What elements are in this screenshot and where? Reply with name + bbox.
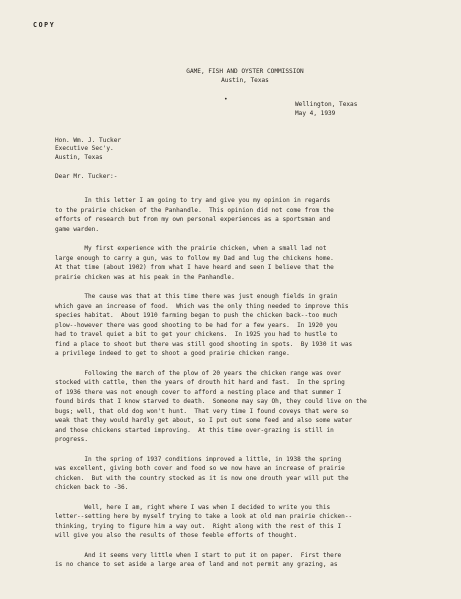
paragraph-line: is no chance to set aside a large area of land and not permit any grazing, as [55, 561, 338, 568]
paragraph [55, 196, 435, 234]
paragraph-line: plow--however there was good shooting to be had for a few years. In 1920 you [55, 321, 338, 329]
paragraph-gap [55, 445, 435, 455]
letterhead-org: GAME, FISH AND OYSTER COMMISSION [186, 68, 304, 75]
paragraph [55, 292, 435, 359]
paragraph-line: And it seems very little when I start to put it on paper. First there [55, 551, 342, 559]
paragraph-line: Following the march of the plow of 20 years the chicken range was over [55, 369, 342, 377]
letterhead-city: Austin, Texas [221, 76, 269, 84]
paragraph-gap [55, 541, 435, 551]
paragraph-gap [55, 234, 435, 244]
paragraph-line: Well, here I am, right where I was when I decided to write you this [55, 503, 331, 511]
date-block [295, 101, 357, 118]
paragraph [55, 455, 435, 493]
date-line: May 4, 1939 [295, 109, 336, 117]
paragraph-gap [55, 282, 435, 292]
paragraph-line: chicken back to -36. [55, 484, 129, 491]
paragraph-line: prairie chicken was at his peak in the Panhandle. [55, 273, 235, 281]
letter-body [55, 196, 435, 570]
paragraph-line: thinking, trying to figure him a way out. Right along with the rest of this I [55, 522, 342, 530]
paragraph-line: and those chickens started improving. At this time over-grazing is still in [55, 426, 334, 434]
salutation: Dear Mr. Tucker:- [55, 173, 118, 180]
paragraph-line: to the prairie chicken of the Panhandle. This opinion did not come from the [55, 206, 334, 214]
decorative-dot: • [224, 96, 228, 103]
paragraph [55, 244, 435, 282]
paragraph-line: progress. [55, 436, 89, 443]
paragraph-line: which gave an increase of food. Which was the only thing needed to improve this [55, 302, 349, 310]
paragraph-line: found birds that I know starved to death. Someone may say Oh, they could live on the [55, 398, 367, 405]
paragraph-line: weak that they would hardly get about, so I put out some feed and also some water [55, 417, 353, 424]
paragraph-line: large enough to carry a gun, was to follow my Dad and lug the chickens home. [55, 254, 334, 262]
addressee-line: Executive Sec'y. [55, 145, 114, 153]
paragraph-line: My first experience with the prairie chicken, when a small lad not [55, 245, 327, 252]
paragraph-gap [55, 359, 435, 369]
copy-stamp: COPY [33, 21, 56, 29]
addressee-block [55, 137, 121, 162]
paragraph [55, 503, 435, 541]
paragraph-line: had to travel quiet a bit to get your chickens. In 1925 you had to hustle to [55, 331, 338, 338]
paragraph-line: chicken. But with the country stocked as it is now one drouth year will put the [55, 474, 349, 482]
paragraph-line: of 1936 there was not enough cover to afford a nesting place and that summer I [55, 388, 342, 396]
paragraph-line: In the spring of 1937 conditions improved a little, in 1938 the spring [55, 455, 342, 463]
paragraph [55, 369, 435, 445]
paragraph-line: was excellent, giving both cover and food so we now have an increase of prairie [55, 465, 345, 472]
paragraph-line: The cause was that at this time there was just enough fields in grain [55, 293, 338, 300]
paragraph-line: At that time (about 1902) from what I have heard and seen I believe that the [55, 264, 334, 271]
paragraph-line: In this letter I am going to try and give you my opinion in regards [55, 197, 331, 204]
addressee-line: Austin, Texas [55, 153, 103, 161]
paragraph-line: find a place to shoot but there was still good shooting in spots. By 1930 it was [55, 340, 353, 348]
paragraph-gap [55, 493, 435, 503]
addressee-line: Hon. Wm. J. Tucker [55, 137, 122, 144]
paragraph-line: will give you also the results of those feeble efforts of thought. [55, 532, 298, 539]
paragraph-line: letter--setting here by myself trying to take a look at old man prairie chicken-- [55, 513, 353, 520]
paragraph-line: efforts of research but from my own personal experiences as a sportsman and [55, 216, 331, 223]
paragraph-line: game warden. [55, 225, 100, 233]
paragraph-line: a privilege indeed to get to shoot a good prairie chicken range. [55, 350, 290, 357]
paragraph-line: stocked with cattle, then the years of drouth hit hard and fast. In the spring [55, 379, 345, 386]
letterhead [150, 68, 340, 85]
paragraph [55, 551, 435, 570]
paragraph-line: bugs; well, that old dog won't hunt. That very time I found coveys that were so [55, 407, 349, 415]
paragraph-line: species habitat. About 1910 farming began to push the chicken back--too much [55, 312, 338, 319]
date-place: Wellington, Texas [295, 101, 358, 108]
